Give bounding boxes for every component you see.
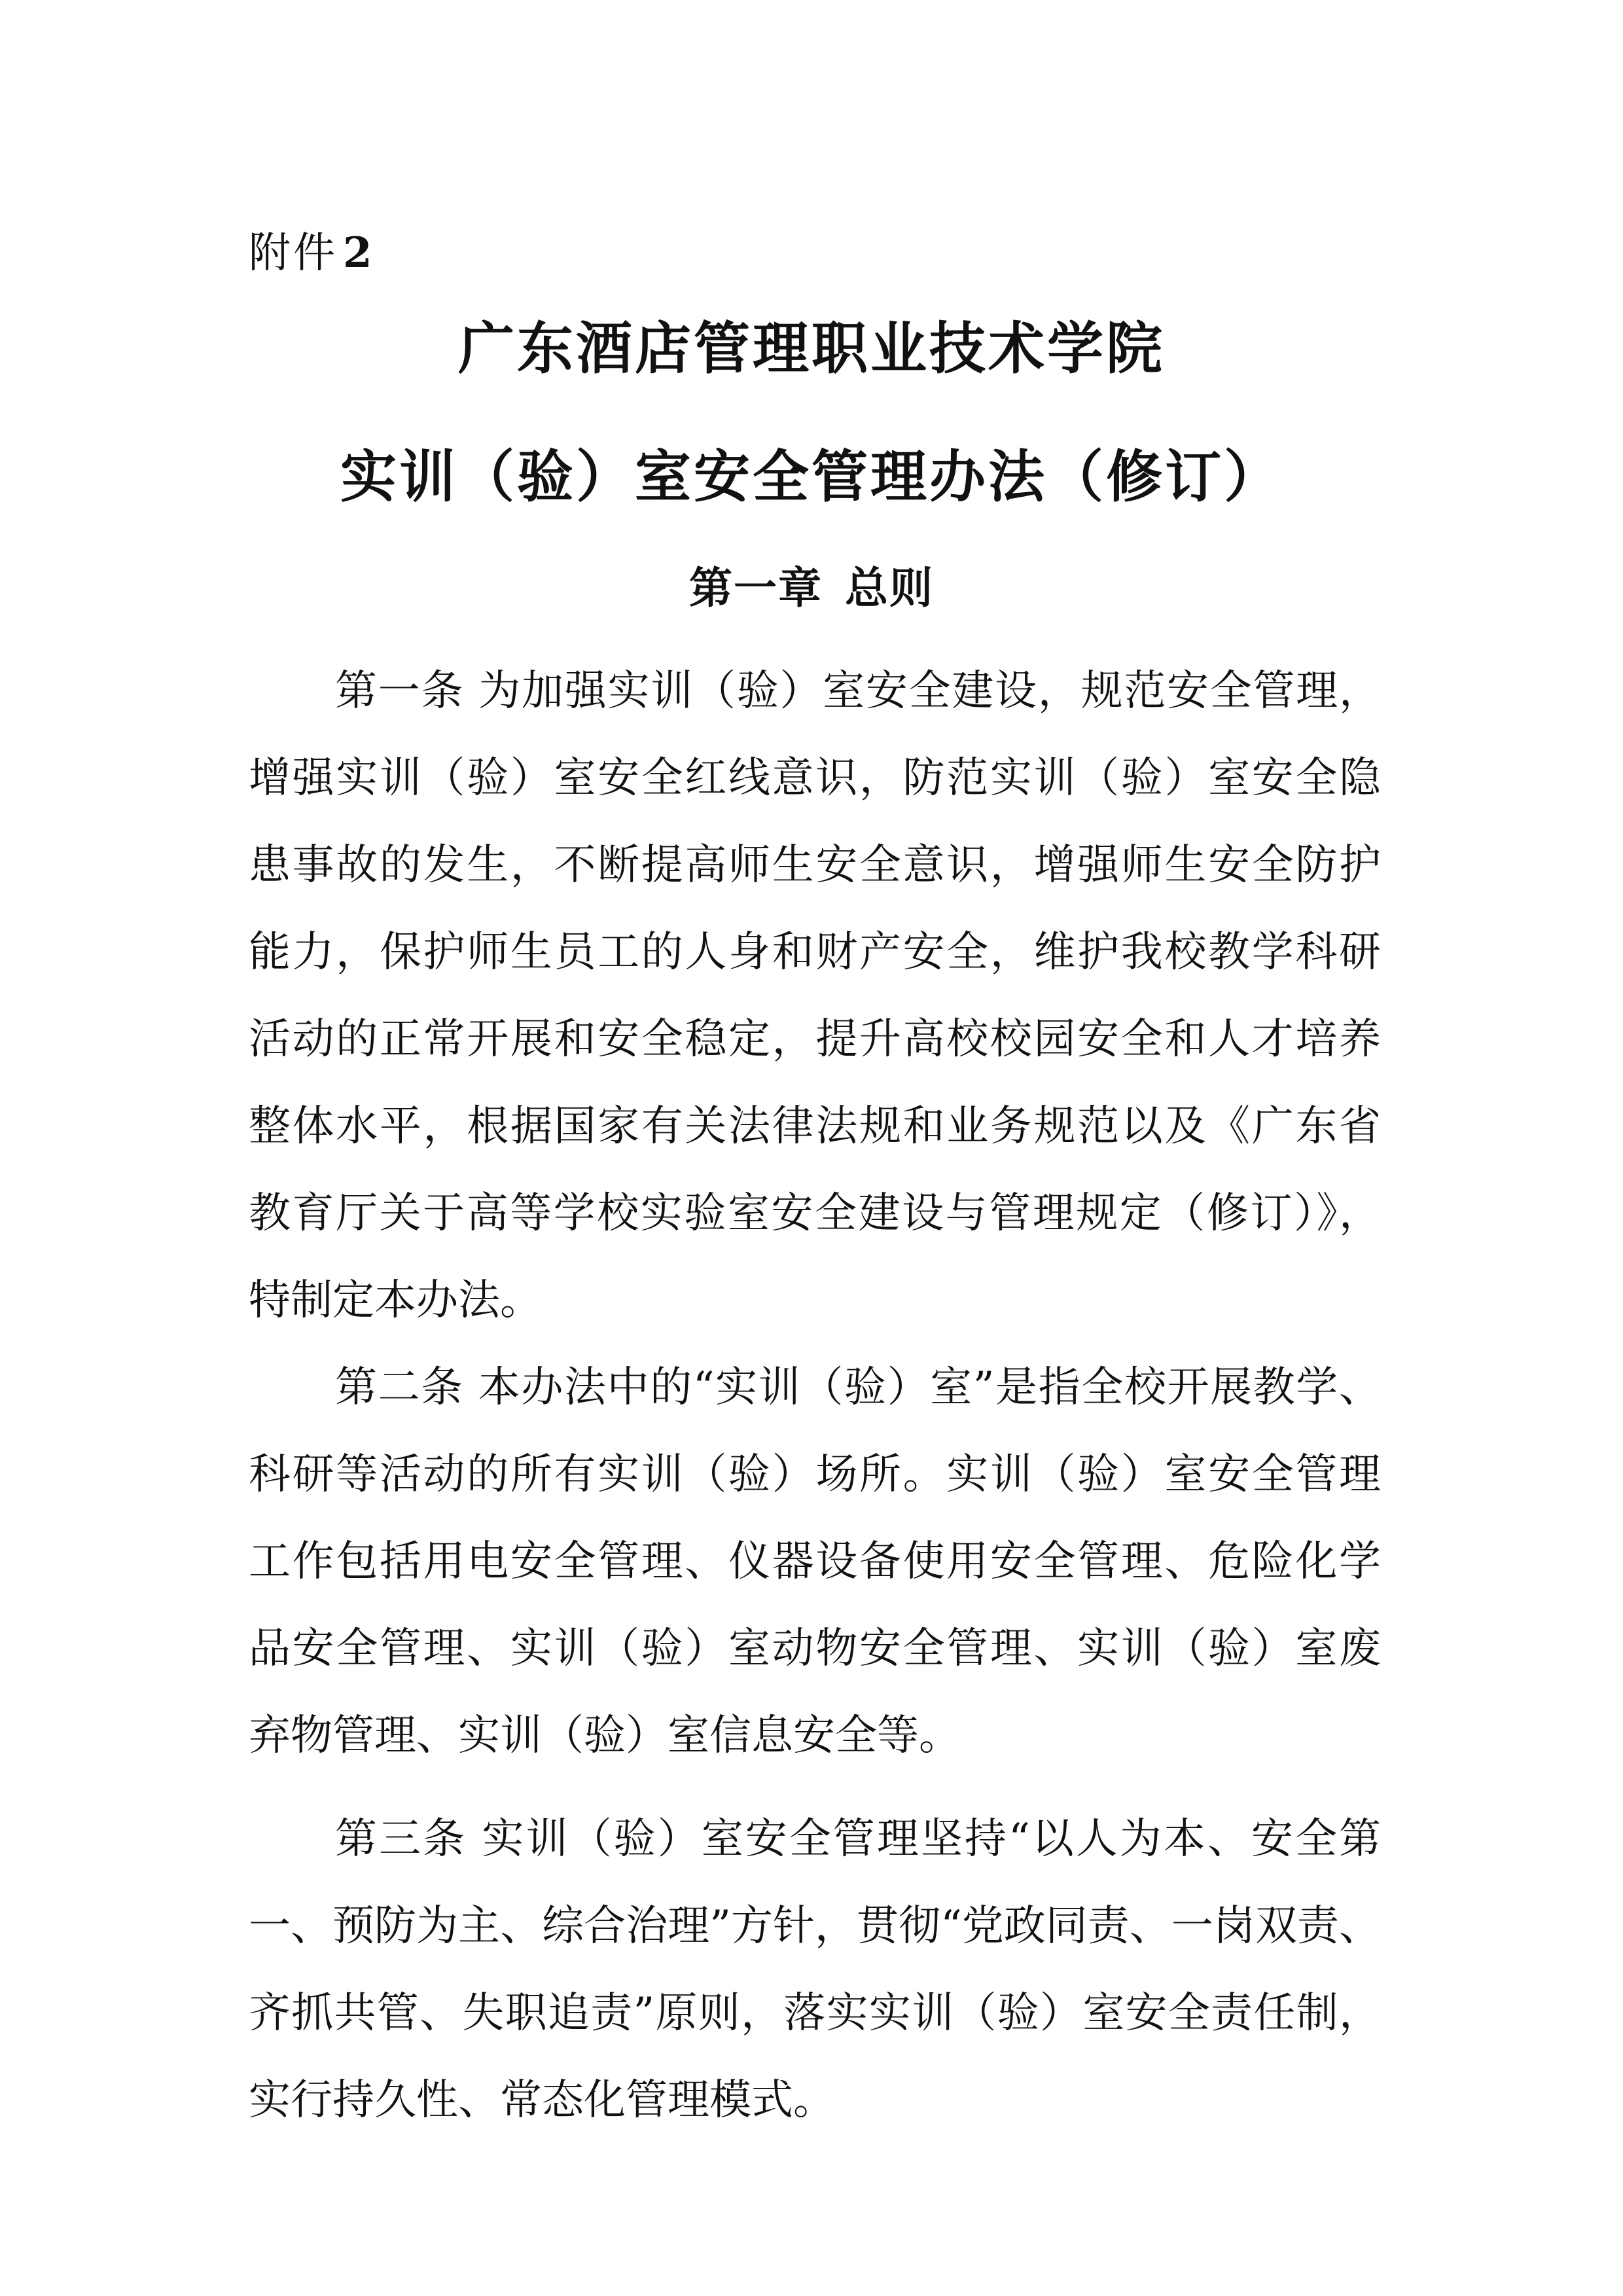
article-1-line: 整体水平，根据国家有关法律法规和业务规范以及《广东省 [249,1102,1381,1151]
article-2-line: 品安全管理、实训（验）室动物安全管理、实训（验）室废 [249,1624,1381,1673]
article-1-line: 教育厅关于高等学校实验室安全建设与管理规定（修订）》， [249,1189,1381,1238]
chapter-heading [0,563,1623,613]
article-1-line: 特制定本办法。 [249,1276,542,1325]
chapter-number: 第一章 [689,563,823,613]
document-title-line-2: 实训（验）室安全管理办法（修订） [340,444,1283,510]
document-title-line-1: 广东酒店管理职业技术学院 [458,315,1165,382]
chapter-name: 总则 [845,563,934,613]
article-1-line: 活动的正常开展和安全稳定，提升高校校园安全和人才培养 [249,1015,1381,1064]
article-2-line: 第二条 本办法中的“实训（验）室”是指全校开展教学、 [335,1363,1381,1412]
article-3-line: 一、预防为主、综合治理”方针，贯彻“党政同责、一岗双责、 [249,1902,1381,1950]
attachment-number: 2 [343,228,375,278]
article-2-line: 工作包括用电安全管理、仪器设备使用安全管理、危险化学 [249,1537,1381,1586]
article-1-line: 增强实训（验）室安全红线意识，防范实训（验）室安全隐 [249,754,1381,802]
article-2-line: 弃物管理、实训（验）室信息安全等。 [249,1712,961,1760]
article-3-line: 第三条 实训（验）室安全管理坚持“以人为本、安全第 [335,1815,1381,1863]
article-1-line: 第一条 为加强实训（验）室安全建设，规范安全管理， [335,667,1381,715]
attachment-label [249,228,375,278]
article-1-line: 能力，保护师生员工的人身和财产安全，维护我校教学科研 [249,928,1381,977]
article-3-line: 实行持久性、常态化管理模式。 [249,2076,835,2125]
article-3-line: 齐抓共管、失职追责”原则，落实实训（验）室安全责任制， [249,1989,1381,2037]
article-1-line: 患事故的发生，不断提高师生安全意识，增强师生安全防护 [249,841,1381,889]
article-2-line: 科研等活动的所有实训（验）场所。实训（验）室安全管理 [249,1450,1381,1499]
attachment-label-text: 附件 [249,229,338,278]
